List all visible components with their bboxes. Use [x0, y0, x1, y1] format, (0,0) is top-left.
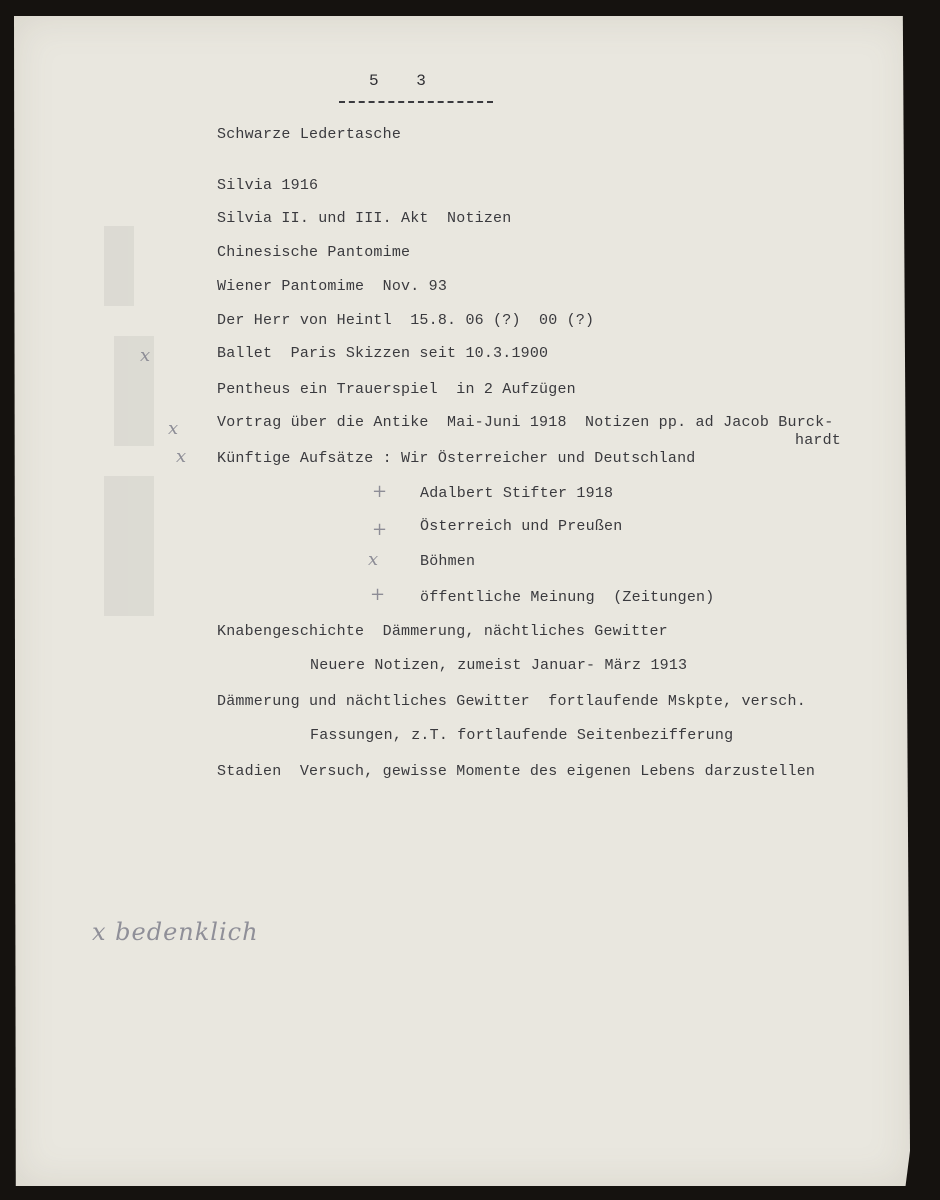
list-item: Schwarze Ledertasche	[217, 126, 402, 143]
list-item-continuation: Fassungen, z.T. fortlaufende Seitenbezifferung	[310, 727, 734, 744]
pencil-plus-mark: +	[372, 519, 388, 540]
list-item: Der Herr von Heintl 15.8. 06 (?) 00 (?)	[217, 312, 595, 329]
list-item: Silvia II. und III. Akt Notizen	[217, 210, 512, 227]
page-number: 5 3	[369, 72, 440, 90]
list-subitem: öffentliche Meinung (Zeitungen)	[420, 589, 715, 606]
list-subitem: Adalbert Stifter 1918	[420, 485, 614, 502]
pencil-x-mark: x	[176, 446, 187, 467]
handwritten-note: x bedenklich	[92, 918, 259, 946]
list-item-continuation: hardt	[795, 432, 842, 449]
list-item: Ballet Paris Skizzen seit 10.3.1900	[217, 345, 549, 362]
list-item: Stadien Versuch, gewisse Momente des eigenen Lebens darzustellen	[217, 763, 816, 780]
list-item-continuation: Neuere Notizen, zumeist Januar- März 1913	[310, 657, 688, 674]
list-item: Vortrag über die Antike Mai-Juni 1918 Notizen pp. ad Jacob Burck-	[217, 414, 834, 431]
pencil-x-mark: x	[140, 345, 151, 366]
pencil-x-mark: x	[368, 549, 379, 570]
list-item: Pentheus ein Trauerspiel in 2 Aufzügen	[217, 381, 576, 398]
list-item: Dämmerung und nächtliches Gewitter fortlaufende Mskpte, versch.	[217, 693, 806, 710]
list-subitem: Böhmen	[420, 553, 476, 570]
page-number-underline	[339, 101, 493, 104]
pencil-plus-mark: +	[372, 481, 388, 502]
pencil-plus-mark: +	[370, 584, 386, 605]
list-item: Knabengeschichte Dämmerung, nächtliches Gewitter	[217, 623, 668, 640]
list-item: Künftige Aufsätze : Wir Österreicher und Deutschland	[217, 450, 696, 467]
list-item: Wiener Pantomime Nov. 93	[217, 278, 448, 295]
pencil-x-mark: x	[168, 418, 179, 439]
list-item: Chinesische Pantomime	[217, 244, 411, 261]
list-item: Silvia 1916	[217, 177, 319, 194]
list-subitem: Österreich und Preußen	[420, 518, 623, 535]
bleed-through-marks	[94, 216, 174, 636]
